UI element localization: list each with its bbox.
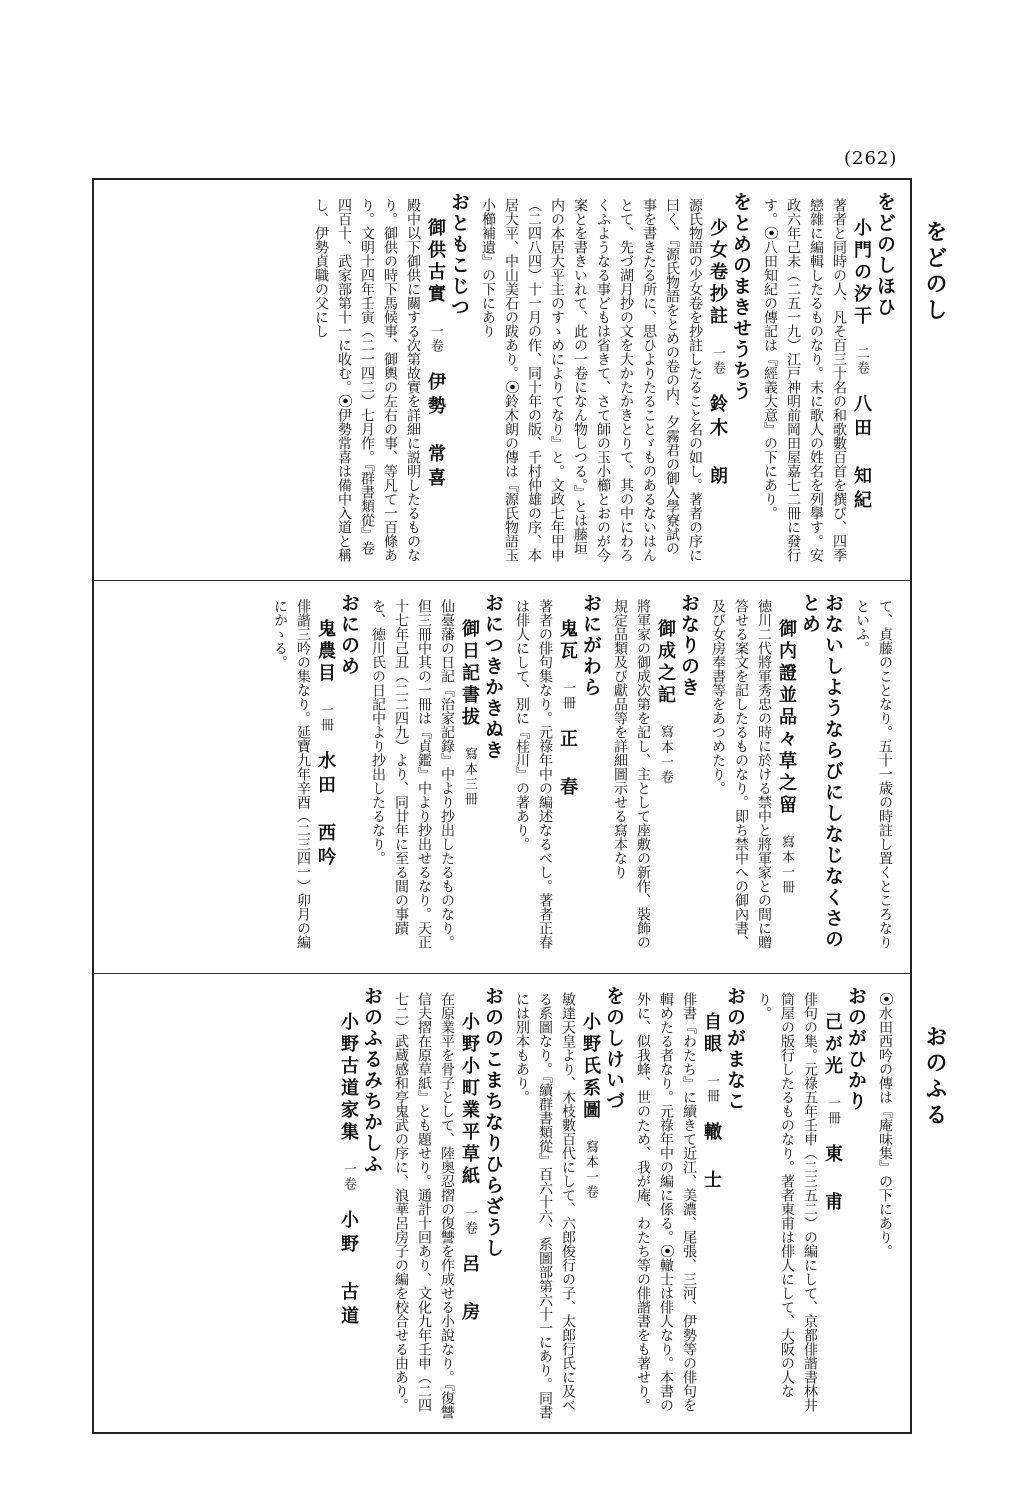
entry-title-line xyxy=(458,593,481,961)
entry-body: 著者と同時の人、凡そ百三十名の和歌數百首を撰び、四季戀雜に編輯したるものなり。末に歌人の姓名を列擧す。安政六年己未（二五一九）江戸神明前岡田屋嘉七二冊に發行す。⦿八田知紀の傳記は『經義大意』の下にあり。 xyxy=(762,198,847,562)
entry-author: 小野 古道 xyxy=(338,1210,359,1330)
entry-body: て、貞藤のことなり。五十一歳の時註し置くところなりといふ。 xyxy=(854,599,893,949)
entry-title-line xyxy=(706,192,729,568)
entry-title-line xyxy=(424,192,447,568)
entry-title-line xyxy=(850,192,873,568)
entry-body: 著者の俳句集なり。元祿年中の編述なるべし。著者正春は俳人にして、別に『桂川』の著あり。 xyxy=(514,599,553,949)
entry-title-line xyxy=(458,986,481,1420)
entry-volume: 寫本三冊 xyxy=(462,747,477,807)
entry-title: 御日記書拔 xyxy=(459,619,480,729)
entry-title: 自眼 xyxy=(701,1012,722,1056)
entry-title: 少女卷抄註 xyxy=(707,218,728,328)
running-header-right: おのふる xyxy=(922,1025,948,1129)
entry-author: 呂 房 xyxy=(459,1254,480,1326)
entry xyxy=(706,593,844,961)
entry-title-line xyxy=(700,986,723,1420)
entry-volume: 一冊 xyxy=(825,1096,840,1126)
entry-head-reading: おにのめ xyxy=(338,593,360,677)
entry-volume: 一卷 xyxy=(462,1206,477,1236)
entry xyxy=(752,986,867,1420)
entry xyxy=(366,593,504,961)
entry-title: 小門の汐干 xyxy=(851,218,872,328)
entry-author: 正 春 xyxy=(557,729,578,801)
entry-title: 小野古道家集 xyxy=(338,1012,359,1144)
entry-body: 殿中以下御供に關する次第故實を詳細に説明したるものなり。御供の時下馬候事、御輿の左右の事、等凡て一百條あり。文明十四年壬寅（二一四二）七月作。『群書類從』卷四百十、武家部第十一に收む。⦿伊勢常喜は備中入道と稱し、伊勢貞職の父にし xyxy=(313,198,421,562)
entry-author: 鈴木 朗 xyxy=(707,394,728,490)
entry xyxy=(268,593,360,961)
entry-volume: 一卷 xyxy=(428,324,443,354)
entry-author: 水田 西吟 xyxy=(315,751,336,871)
entry-title-line xyxy=(775,593,798,961)
entry-title: 御内證並品々草之留 xyxy=(776,619,797,817)
entry-author: 東 甫 xyxy=(822,1144,843,1216)
entry xyxy=(758,192,896,568)
entry xyxy=(850,593,896,961)
entry-body: 在原業平を骨子として、陸奥忍摺の復讐を作成せる小說なり。『復讐信夫摺在原草紙』とも題せり。通計十回あり、文化九年壬申（二四七二）武蔵感和亭鬼武の序に、浪華呂房子の編を校合せる由あり。 xyxy=(393,992,455,1419)
entry-head-reading: おのがひかり xyxy=(845,986,867,1112)
entry xyxy=(309,192,470,568)
entry-body: 源氏物語の少女卷を抄註したること名の如し。著者の序に曰く、『源氏物語をとめの卷の内、夕霧君の御入學寮試の事を書きたる所に、思ひよりたることゞものあるないはんとて、先づ湖月抄の文を大かたかきとりて、其の中にわろくふようなる事どもは省きて、さて師の玉小櫛とおのが今案とを書きいれて、此の一卷になん物しつる。』とは藤垣内の本居大平主のすゝめによりてなり』と。文政七年甲申（二四八四）十一月の作、同十年の版、千村仲雄の序、本居大平、中山美石の跋あり。⦿鈴木朗の傳は『源氏物語玉小櫛補遺』の下にあり xyxy=(480,198,703,562)
entry-title: 鬼農目 xyxy=(315,619,336,685)
entry-title: 鬼瓦 xyxy=(557,619,578,663)
entry-volume: 寫本一冊 xyxy=(779,835,794,895)
page-frame xyxy=(92,178,912,1434)
section-band-2 xyxy=(94,580,910,973)
entry-head-reading: おないしようならびにしなじなくさのとめ xyxy=(799,593,844,950)
entry-title-line xyxy=(556,593,579,961)
page-number: (262) xyxy=(844,148,898,169)
entry-title-line xyxy=(654,593,677,961)
entry xyxy=(608,593,700,961)
entry-author: 八田 知紀 xyxy=(851,394,872,514)
entry xyxy=(510,593,602,961)
entry-body: 俳書『わたち』に續きて近江、美濃、尾張、三河、伊勢等の俳句を輯めたる者なり。元祿年中の編に係る。⦿轍士は俳人なり。本書の外に、似我蜂、世のため、我が庵、わたち等の俳諧書をも著せり。 xyxy=(635,992,697,1412)
entry-author: 轍 士 xyxy=(701,1122,722,1194)
entry-head-reading: おともこじつ xyxy=(448,192,470,318)
section-band-1 xyxy=(94,180,910,580)
entry xyxy=(631,986,746,1420)
entry-head-reading: をどのしほひ xyxy=(874,192,896,318)
entry xyxy=(476,192,752,568)
entry-author: 伊勢 常喜 xyxy=(425,372,446,492)
entry-head-reading: おなりのき xyxy=(678,593,700,698)
entry-volume: 一冊 xyxy=(560,681,575,711)
entry-body: 敏達天皇より、木枝數百代にして、六郎俊行の子、太郎行氏に及べる系圖なり。『續群書類從』百六十六、系圖部第六十一にあり。同書には別本もあり。 xyxy=(514,992,576,1419)
entry xyxy=(389,986,504,1420)
entry-title-line xyxy=(337,986,360,1420)
entry xyxy=(873,986,896,1420)
entry-title: 小野小町業平草紙 xyxy=(459,1012,480,1188)
entry-volume: 一冊 xyxy=(318,703,333,733)
entry-title-line xyxy=(579,986,602,1420)
entry-head-reading: おのがまなこ xyxy=(724,986,746,1112)
entry-head-reading: おのふるみちかしふ xyxy=(361,986,383,1175)
running-header-left: をどのし xyxy=(922,220,948,324)
entry-head-reading: をのしけいづ xyxy=(603,986,625,1112)
entry-volume: 一卷 xyxy=(341,1162,356,1192)
entry-title: 御供古實 xyxy=(425,218,446,306)
entry-head-reading: おののこまちなりひらざうし xyxy=(482,986,504,1259)
entry-body: ⦿水田西吟の傳は『庵味集』の下にあり。 xyxy=(877,992,893,1258)
section-band-3 xyxy=(94,973,910,1432)
entry-title: 御成之記 xyxy=(655,619,676,707)
entry xyxy=(510,986,625,1420)
entry-volume: 一卷 xyxy=(710,346,725,376)
entry-volume: 寫本一卷 xyxy=(658,725,673,785)
entry-volume: 一冊 xyxy=(704,1074,719,1104)
entry-volume: 二卷 xyxy=(854,346,869,376)
entry-title: 小野氏系圖 xyxy=(580,1012,601,1122)
entry-head-reading: おにがわら xyxy=(580,593,602,698)
entry-body: 俳諧三吟の集なり。延寶九年辛酉（二三四一）卯月の編にかゝる。 xyxy=(272,599,311,949)
entry-body: 俳句の集。元祿五年壬申（二三五二）の編にして、京都俳諧書林井筒屋の版行したるものなり。著者東甫は俳人にして、大阪の人なり。 xyxy=(756,992,818,1412)
entry-head-reading: おにつきかきぬき xyxy=(482,593,504,761)
entry-volume: 寫本一卷 xyxy=(583,1140,598,1200)
entry xyxy=(337,986,383,1420)
entry-body: 仙臺藩の日記『治家記錄』中より抄出したるものなり。但三冊中其の一冊は『貞鑑』中より抄出せるなり。天正十七年己丑（二二四九）より、同廿年に至る間の事蹟を、徳川氏の日記中より抄出したるなり。 xyxy=(370,599,455,949)
entry-body: 將軍家の御成次第を記し、主として座敷の新作、裝飾の規定品類及び獻品等を詳細圖示せる寫本なり xyxy=(612,599,651,949)
entry-body: 徳川二代將軍秀忠の時に於ける禁中と將軍家との間に贈答せる案文を記したるものなり。即ち禁中への御內書、及び女房奉書等をあつめたり。 xyxy=(710,599,772,949)
entry-title-line xyxy=(821,986,844,1420)
entry-title-line xyxy=(314,593,337,961)
entry-title: 己が光 xyxy=(822,1012,843,1078)
entry-head-reading: をとめのまきせうちう xyxy=(730,192,752,402)
